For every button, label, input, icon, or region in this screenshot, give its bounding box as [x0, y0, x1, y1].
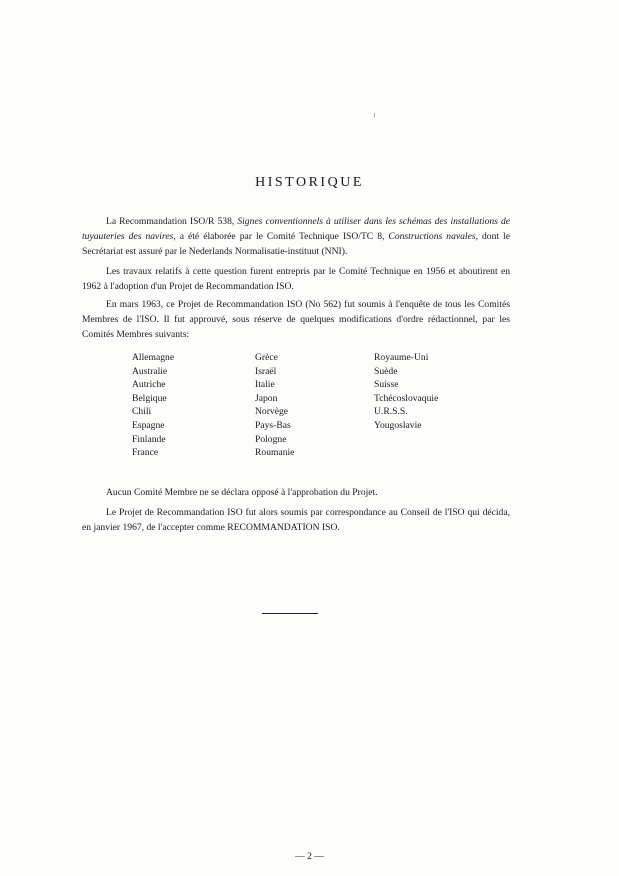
member-item: France [132, 447, 159, 459]
paragraph-work [82, 264, 510, 294]
member-item: Royaume-Uni [374, 352, 429, 363]
paragraph-no-opposition [82, 485, 510, 500]
member-item: Italie [255, 379, 275, 391]
member-item: Suisse [374, 379, 399, 391]
p3-text: En mars 1963, ce Projet de Recommandation ISO (No 562) fut soumis à l'enquête de tous les Comités Membres de l'ISO. Il fut approuvé, sous réserve de quelques modifications d'ordre rédactionnel, par les Comités Membres suivants: [82, 299, 510, 340]
member-item: Israël [255, 365, 277, 377]
member-item: Pays-Bas [255, 419, 291, 431]
paragraph-acceptance [82, 505, 510, 535]
member-item: Allemagne [132, 352, 175, 363]
member-item: Autriche [132, 379, 166, 391]
scan-mark [374, 113, 375, 117]
paragraph-enquiry [82, 297, 510, 342]
p1-text-3: , dont le Secrétariat est assuré par le Nederlands Normalisatie-instituut (NNI). [82, 231, 510, 257]
member-item: Belgique [132, 392, 167, 404]
member-item: Finlande [132, 433, 166, 445]
member-item: Grèce [255, 352, 278, 363]
p4-text: Aucun Comité Membre ne se déclara opposé à l'approbation du Projet. [106, 487, 378, 498]
p5-text: Le Projet de Recommandation ISO fut alors soumis par correspondance au Conseil de l'ISO qui décida, en janvier 1967, de l'accepter comme RECOMMANDATION ISO. [82, 507, 510, 533]
member-item: Australie [132, 365, 168, 377]
member-column-1 [132, 351, 174, 460]
p1-title-italic: Signes conventionnels à utiliser dans les schémas des installations de tuyauteries des navires [82, 216, 511, 242]
member-item: Japon [255, 392, 278, 404]
p1-committee-italic: Constructions navales [388, 231, 476, 242]
member-item: Norvège [255, 406, 289, 418]
page-number: — 2 — [295, 851, 324, 862]
member-item: Roumanie [255, 447, 295, 459]
member-column-2 [255, 351, 294, 460]
p2-text: Les travaux relatifs à cette question furent entrepris par le Comité Technique en 1956 et aboutirent en 1962 à l'adoption d'un Projet de Recommandation ISO. [82, 266, 510, 292]
paragraph-origin [82, 214, 510, 259]
member-item: Yougoslavie [374, 419, 422, 431]
member-item: Chili [132, 406, 152, 418]
member-item: Espagne [132, 419, 165, 431]
member-column-3 [374, 351, 438, 433]
p1-text-1: La Recommandation ISO/R 538, [106, 216, 238, 227]
divider-rule [262, 613, 318, 614]
member-item: Pologne [255, 433, 287, 445]
member-item: Tchécoslovaquie [374, 392, 439, 404]
page-title: HISTORIQUE [255, 175, 364, 190]
p1-text-2: , a été élaborée par le Comité Technique ISO/TC 8, [173, 231, 389, 242]
member-item: U.R.S.S. [374, 406, 408, 418]
member-item: Suède [374, 365, 398, 377]
